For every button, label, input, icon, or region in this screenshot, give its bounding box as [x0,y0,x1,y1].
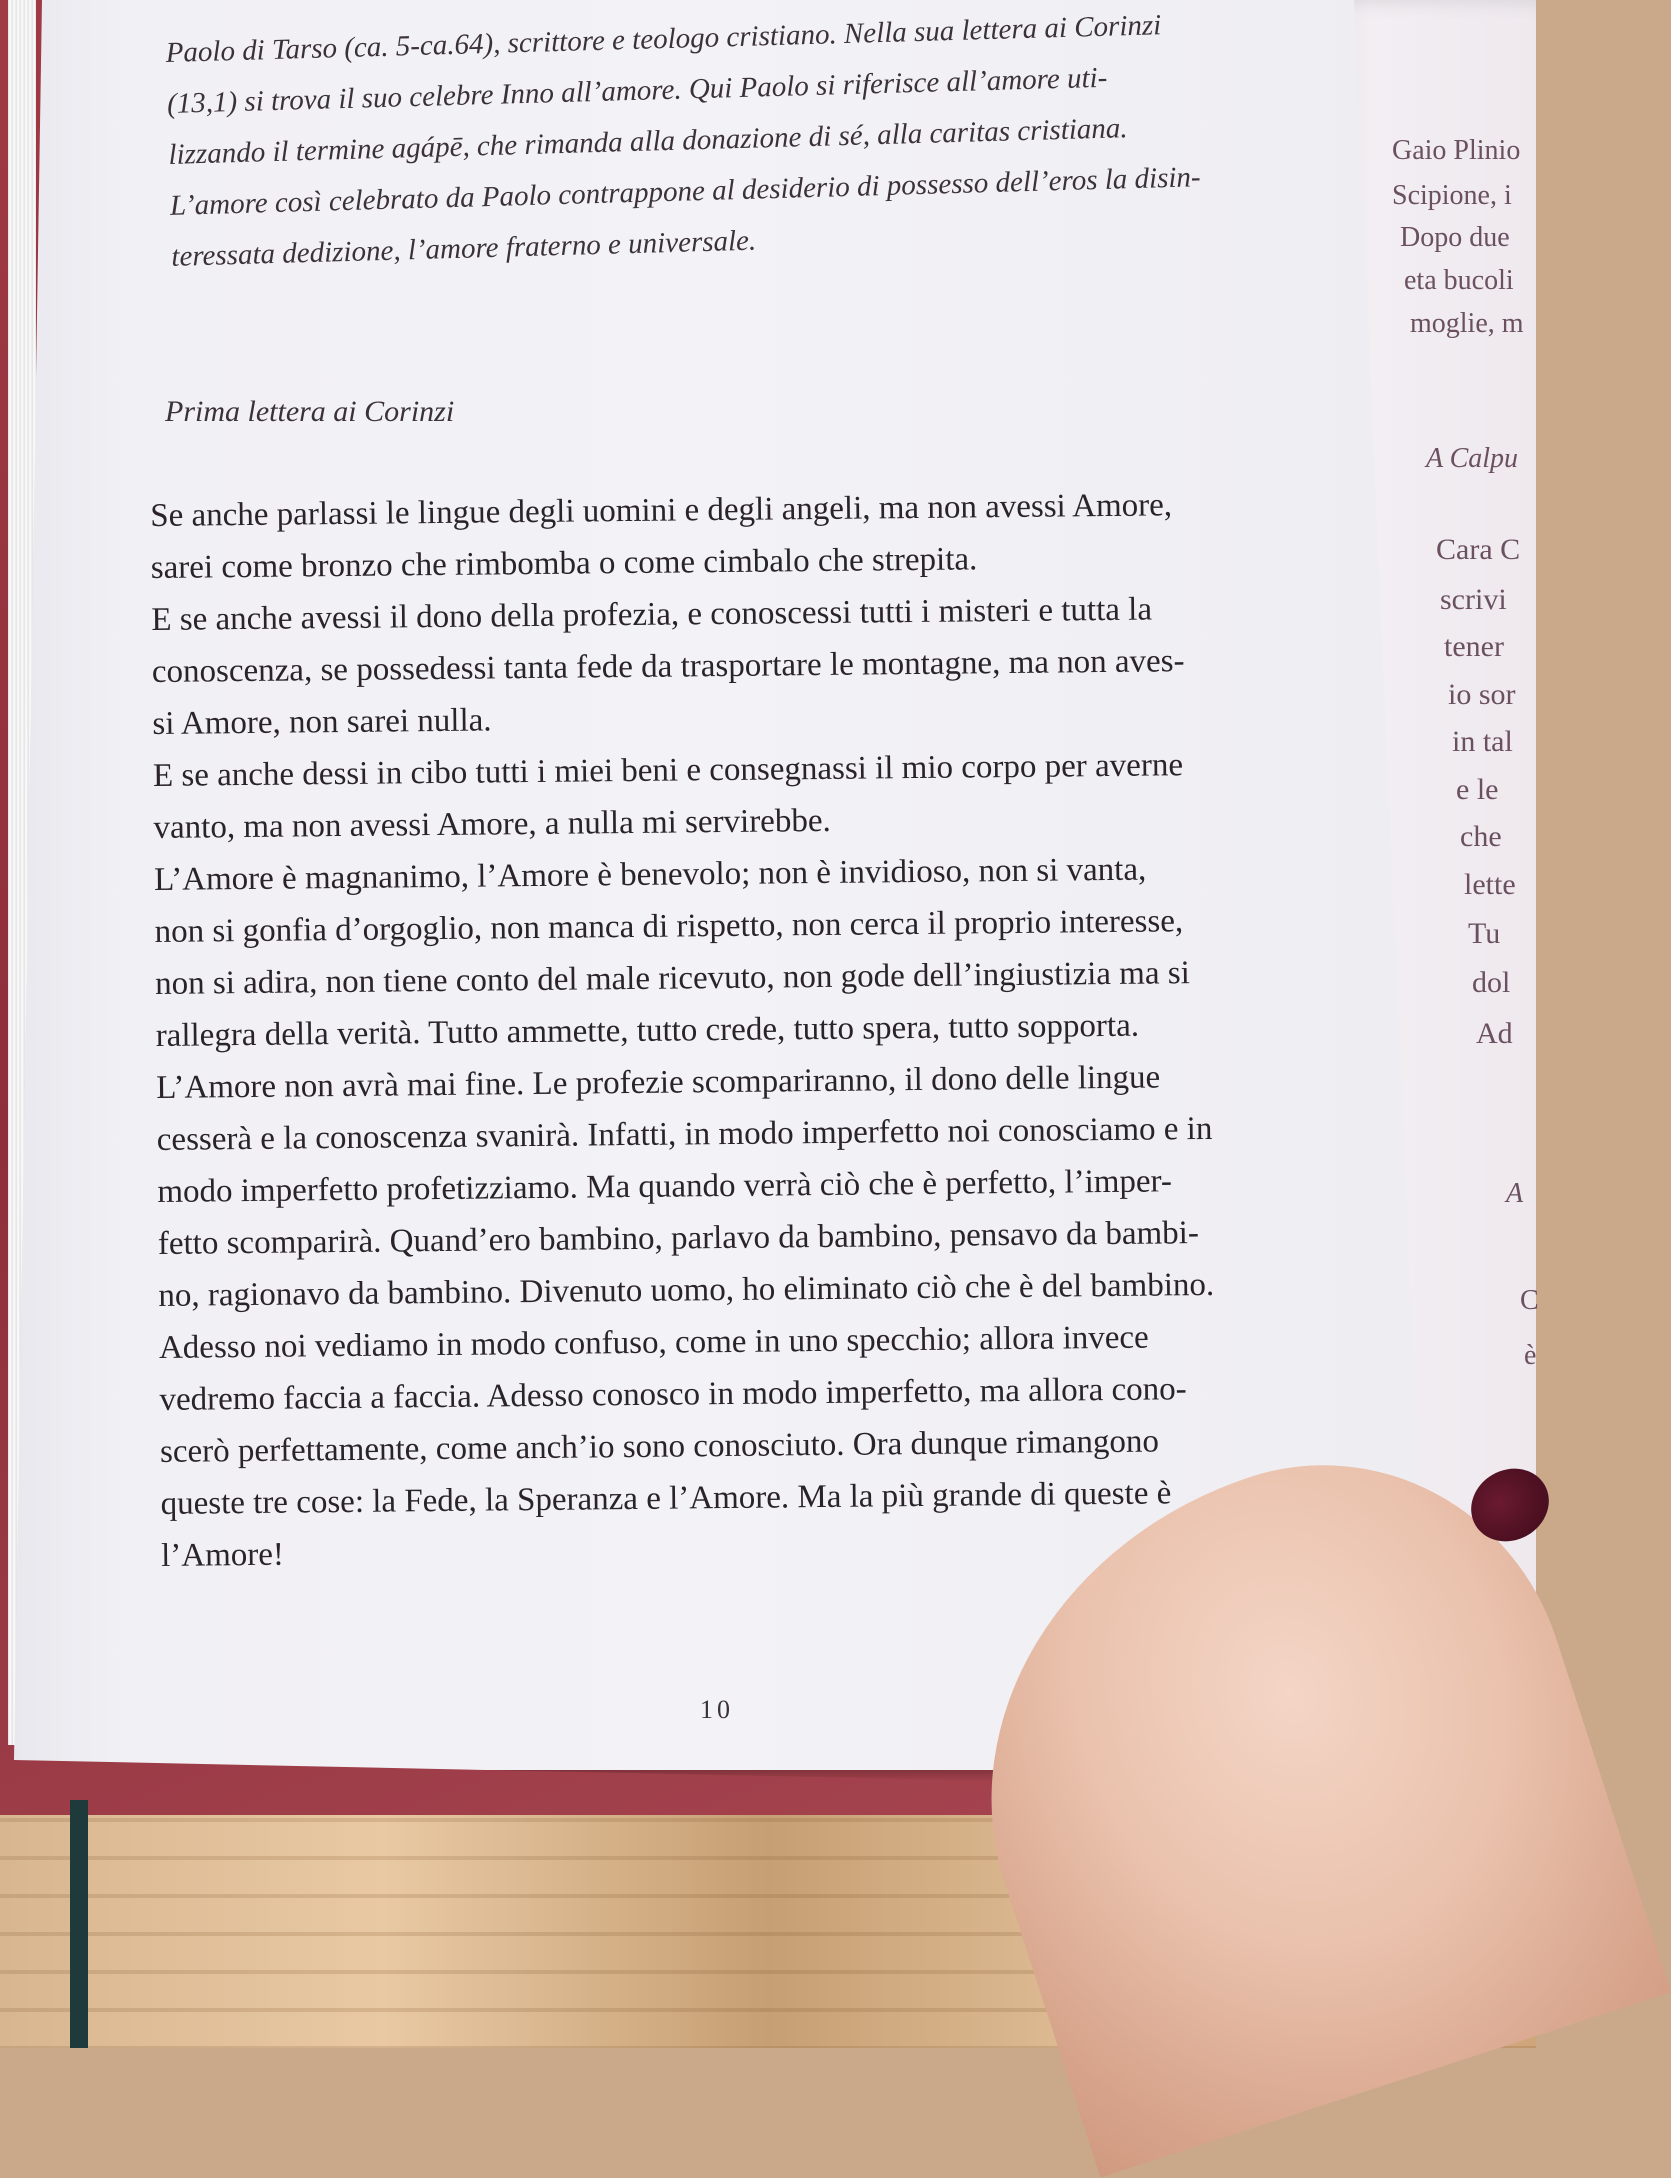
body-line: vanto, ma non avessi Amore, a nulla mi servirebbe. [153,802,831,846]
intro-line: lizzando il termine agápē, che rimanda alla donazione di sé, alla caritas cristiana. [168,112,1128,171]
bookmark-ribbon [70,1800,88,2048]
page-number: 10 [700,1695,734,1724]
right-page-line: Dopo due [1400,222,1510,253]
body-line: cesserà e la conoscenza svanirà. Infatti, in modo imperfetto noi conosciamo e in [156,1110,1213,1158]
right-page-line: in tal [1452,725,1513,758]
right-page-line: è [1524,1340,1537,1371]
right-page-line: e le [1456,773,1499,806]
right-page-line: C [1520,1285,1539,1316]
right-page-line: tener [1444,630,1504,663]
body-line: Se anche parlassi le lingue degli uomini e degli angeli, ma non avessi Amore, [150,487,1173,534]
right-page-line: moglie, m [1410,308,1524,339]
body-line: Adesso noi vediamo in modo confuso, come in uno specchio; allora invece [158,1319,1149,1366]
section-heading: Prima lettera ai Corinzi [165,395,455,428]
right-page-line: Ad [1476,1017,1513,1050]
body-line: rallegra della verità. Tutto ammette, tutto crede, tutto spera, tutto sopporta. [155,1007,1140,1054]
right-page-line: io sor [1448,678,1516,711]
body-line: fetto scomparirà. Quand’ero bambino, parlavo da bambino, pensavo da bambi- [157,1215,1200,1262]
body-line: sarei come bronzo che rimbomba o come cimbalo che strepita. [150,541,978,586]
right-page-line: che [1460,820,1502,853]
intro-line: teressata dedizione, l’amore fraterno e universale. [170,224,757,273]
body-line: no, ragionavo da bambino. Divenuto uomo, ho eliminato ciò che è del bambino. [158,1266,1215,1314]
right-page-line: dol [1472,966,1511,999]
body-line: E se anche dessi in cibo tutti i miei beni e consegnassi il mio corpo per averne [152,747,1184,794]
body-line: vedremo faccia a faccia. Adesso conosco in modo imperfetto, ma allora cono- [159,1371,1187,1418]
body-line: scerò perfettamente, come anch’io sono conosciuto. Ora dunque rimangono [159,1423,1160,1470]
body-line: E se anche avessi il dono della profezia, e conoscessi tutti i misteri e tutta la [151,591,1153,638]
right-page-line: A [1506,1178,1524,1209]
body-line: modo imperfetto profetizziamo. Ma quando verrà ciò che è perfetto, l’imper- [157,1163,1173,1210]
body-line: non si adira, non tiene conto del male ricevuto, non gode dell’ingiustizia ma si [154,955,1190,1002]
body-text [150,478,1351,1582]
right-page-line: Tu [1468,917,1501,950]
intro-line: L’amore così celebrato da Paolo contrappone al desiderio di possesso dell’eros la disin- [169,161,1202,222]
body-line: non si gonfia d’orgoglio, non manca di rispetto, non cerca il proprio interesse, [154,903,1184,950]
body-line: L’Amore non avrà mai fine. Le profezie scompariranno, il dono delle lingue [156,1059,1161,1106]
intro-paragraph [165,0,1292,283]
intro-line: (13,1) si trova il suo celebre Inno all’amore. Qui Paolo si riferisce all’amore uti- [166,61,1108,120]
right-page-line: Cara C [1436,533,1521,566]
body-line: conoscenza, se possedessi tanta fede da trasportare le montagne, ma non aves- [151,643,1185,690]
right-page-heading: A Calpu [1426,443,1519,474]
right-page-line: scrivi [1440,583,1507,616]
body-line: l’Amore! [160,1536,285,1574]
right-page-line: lette [1464,868,1516,901]
intro-line: Paolo di Tarso (ca. 5-ca.64), scrittore e teologo cristiano. Nella sua lettera ai Corinzi [165,9,1162,69]
right-page-line: Gaio Plinio [1392,135,1521,166]
body-line: queste tre cose: la Fede, la Speranza e l’Amore. Ma la più grande di queste è [160,1475,1172,1522]
body-line: si Amore, non sarei nulla. [152,702,492,742]
body-line: L’Amore è magnanimo, l’Amore è benevolo; non è invidioso, non si vanta, [153,851,1147,898]
right-page-line: Scipione, i [1392,180,1512,211]
right-page-line: eta bucoli [1404,265,1514,296]
